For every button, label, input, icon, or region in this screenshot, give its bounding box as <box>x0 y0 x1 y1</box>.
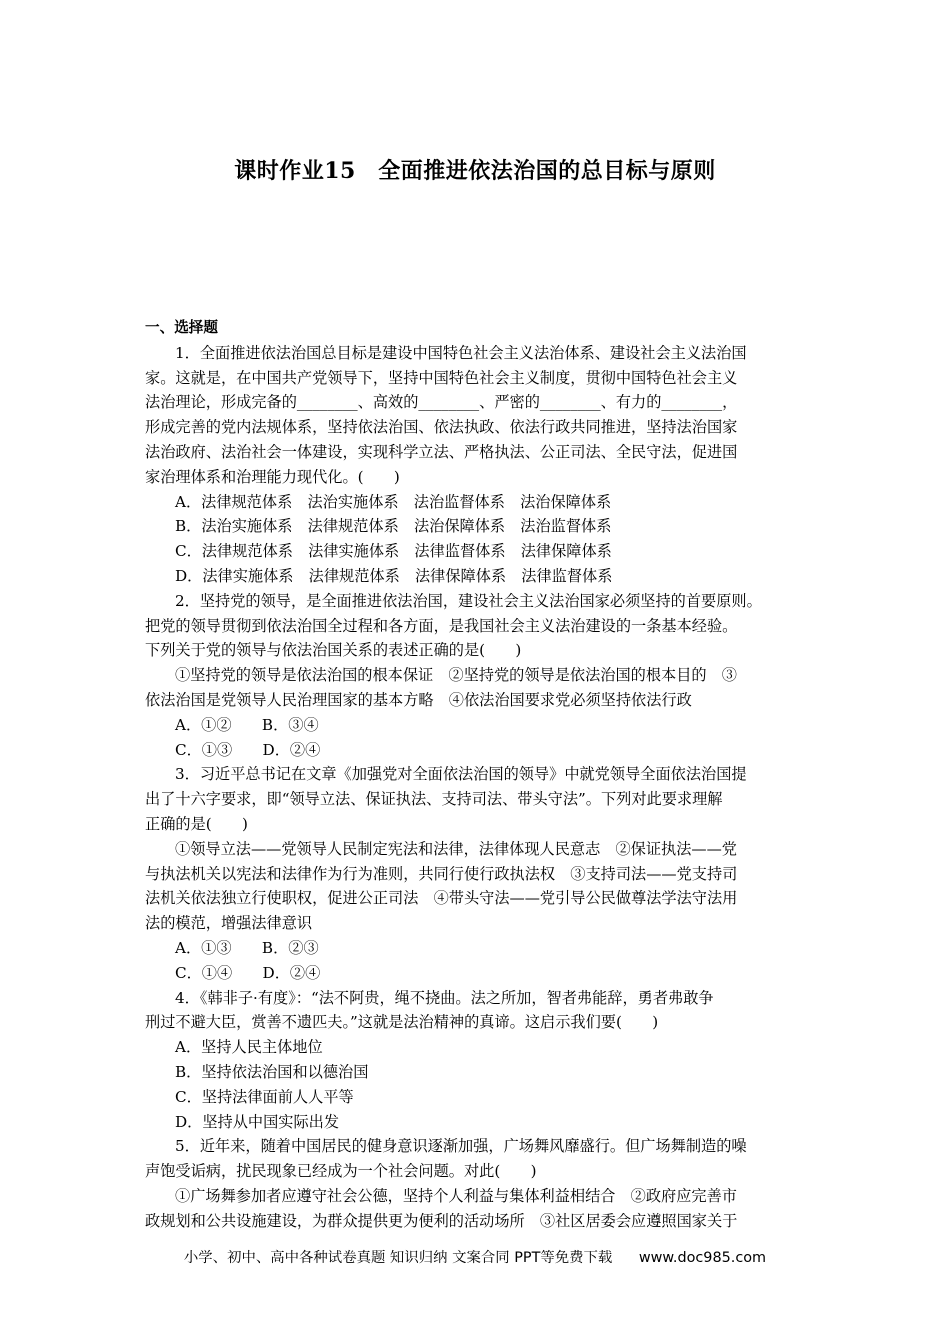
section-heading: 一、选择题 <box>145 319 218 336</box>
answer-option-line: C．坚持法律面前人人平等 <box>175 1087 354 1106</box>
answer-option-line: D．法律实施体系 法律规范体系 法律保障体系 法律监督体系 <box>175 566 613 585</box>
question-text-line: 政规划和公共设施建设，为群众提供更为便利的活动场所 ③社区居委会应遵照国家关于 <box>145 1211 738 1230</box>
question-text-line: 声饱受诟病，扰民现象已经成为一个社会问题。对此( ) <box>145 1162 537 1181</box>
footer-url[interactable]: www.doc985.com <box>638 1250 767 1266</box>
question-text-line: 正确的是( ) <box>145 814 248 833</box>
question-text-line: 依法治国是党领导人民治理国家的基本方略 ④依法治国要求党必须坚持依法行政 <box>145 690 692 709</box>
question-text-line: 家。这就是，在中国共产党领导下，坚持中国特色社会主义制度，贯彻中国特色社会主义 <box>145 368 738 387</box>
question-text-line: 4．《韩非子·有度》：“法不阿贵，绳不挠曲。法之所加，智者弗能辞，勇者弗敢争 <box>175 988 714 1007</box>
answer-option-line: D．坚持从中国实际出发 <box>175 1112 340 1131</box>
question-text-line: 法治政府、法治社会一体建设，实现科学立法、严格执法、公正司法、全民守法，促进国 <box>145 442 738 461</box>
answer-option-line: B．法治实施体系 法律规范体系 法治保障体系 法治监督体系 <box>175 517 612 536</box>
question-text-line: 法治理论，形成完备的________、高效的________、严密的________、有力的________， <box>145 393 738 412</box>
question-content <box>145 316 810 1233</box>
answer-option-line: B．坚持依法治国和以德治国 <box>175 1062 369 1081</box>
question-text-line: 与执法机关以宪法和法律作为行为准则，共同行使行政执法权 ③支持司法——党支持司 <box>145 864 738 883</box>
question-text-line: 家治理体系和治理能力现代化。( ) <box>145 467 400 486</box>
page-footer <box>0 1246 950 1267</box>
question-text-line: 刑过不避大臣，赏善不遗匹夫。”这就是法治精神的真谛。这启示我们要( ) <box>145 1013 659 1032</box>
question-text-line: 下列关于党的领导与依法治国关系的表述正确的是( ) <box>145 641 522 660</box>
question-text-line: 形成完善的党内法规体系，坚持依法治国、依法执政、依法行政共同推进，坚持法治国家 <box>145 418 738 437</box>
question-text-line: 1．全面推进依法治国总目标是建设中国特色社会主义法治体系、建设社会主义法治国 <box>175 343 747 362</box>
question-text-line: ①坚持党的领导是依法治国的根本保证 ②坚持党的领导是依法治国的根本目的 ③ <box>175 666 737 685</box>
answer-option-line: A．①② B．③④ <box>175 715 319 734</box>
question-text-line: 5．近年来，随着中国居民的健身意识逐渐加强，广场舞风靡盛行。但广场舞制造的噪 <box>175 1137 747 1156</box>
question-text-line: 把党的领导贯彻到依法治国全过程和各方面，是我国社会主义法治建设的一条基本经验。 <box>145 616 738 635</box>
answer-option-line: A．①③ B．②③ <box>175 938 319 957</box>
answer-option-line: A．法律规范体系 法治实施体系 法治监督体系 法治保障体系 <box>175 492 612 511</box>
page-title: 课时作业15 全面推进依法治国的总目标与原则 <box>234 158 716 184</box>
question-text-line: 法的模范，增强法律意识 <box>145 914 313 933</box>
question-lines <box>145 341 810 1234</box>
footer-text: 小学、初中、高中各种试卷真题 知识归纳 文案合同 PPT等免费下载 <box>183 1250 613 1266</box>
question-text-line: ①领导立法——党领导人民制定宪法和法律，法律体现人民意志 ②保证执法——党 <box>175 839 737 858</box>
question-text-line: 法机关依法独立行使职权，促进公正司法 ④带头守法——党引导公民做尊法学法守法用 <box>145 889 738 908</box>
answer-option-line: C．法律规范体系 法律实施体系 法律监督体系 法律保障体系 <box>175 542 612 561</box>
answer-option-line: C．①④ D．②④ <box>175 963 321 982</box>
answer-option-line: C．①③ D．②④ <box>175 740 321 759</box>
answer-option-line: A．坚持人民主体地位 <box>175 1038 323 1057</box>
question-text-line: 出了十六字要求，即“领导立法、保证执法、支持司法、带头守法”。下列对此要求理解 <box>145 790 723 809</box>
question-text-line: 2．坚持党的领导，是全面推进依法治国，建设社会主义法治国家必须坚持的首要原则。 <box>175 591 762 610</box>
question-text-line: ①广场舞参加者应遵守社会公德，坚持个人利益与集体利益相结合 ②政府应完善市 <box>175 1186 737 1205</box>
question-text-line: 3．习近平总书记在文章《加强党对全面依法治国的领导》中就党领导全面依法治国提 <box>175 765 747 784</box>
